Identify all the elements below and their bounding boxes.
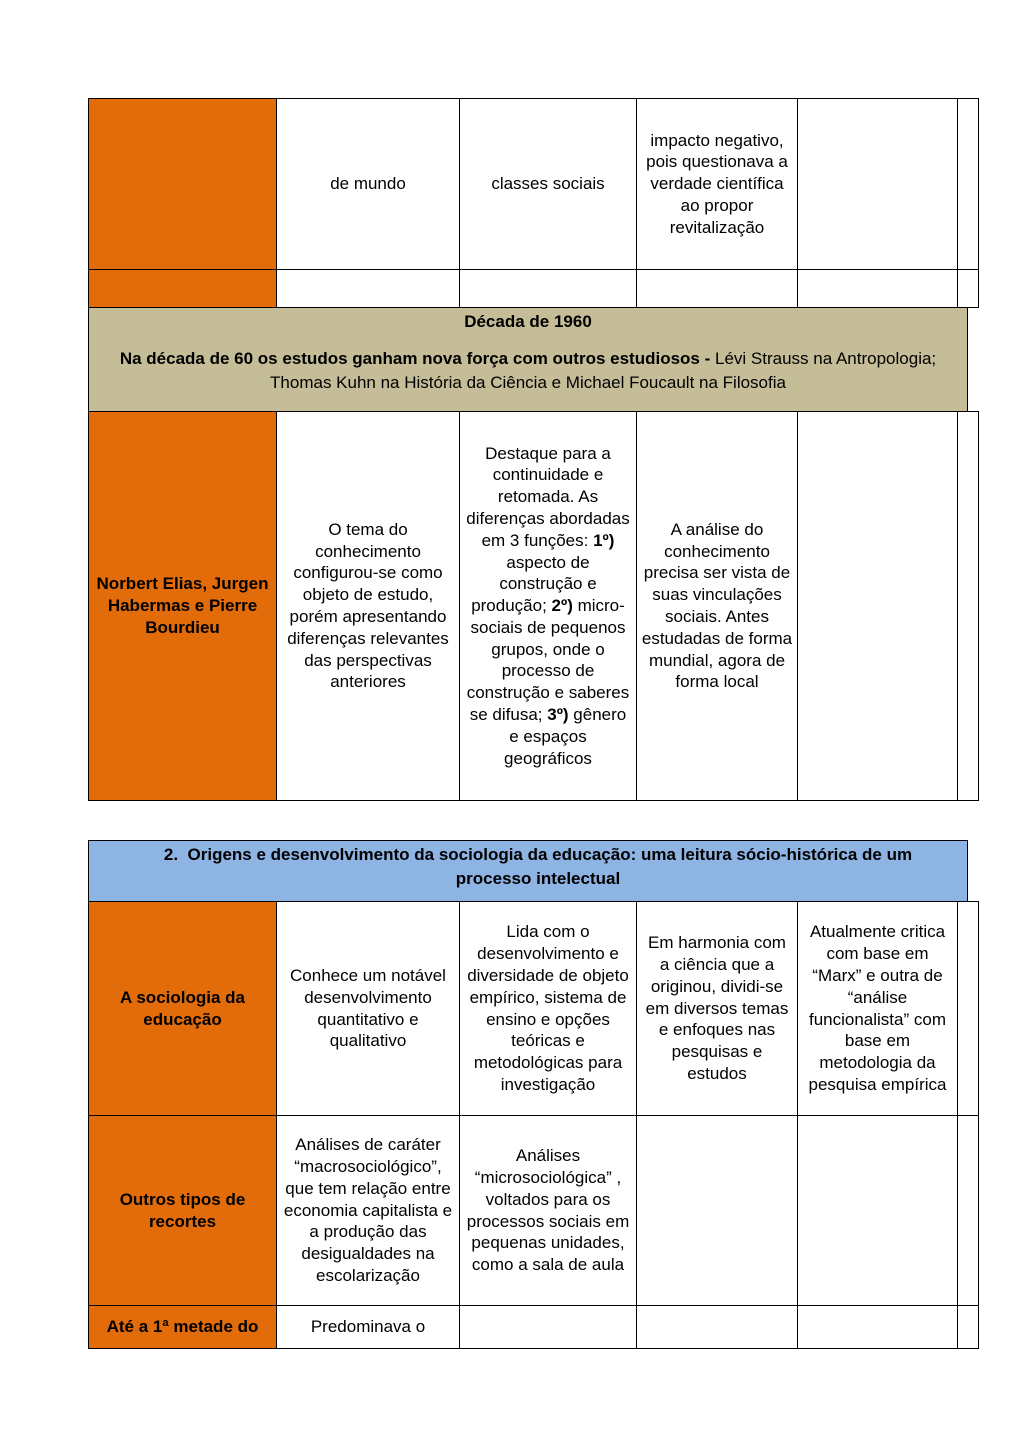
table-top — [88, 98, 979, 308]
cell-c2: Predominava o — [277, 1306, 460, 1349]
cell-c3: Destaque para a continuidade e retomada. As diferenças abordadas em 3 funções: 1º) aspecto de construção e produção; 2º) micro-sociais de pequenos grupos, onde o processo de construção e saberes se difusa; 3º) gênero e espaços geográficos — [460, 412, 637, 801]
cell-c5 — [798, 412, 958, 801]
cell-c2: de mundo — [277, 99, 460, 270]
cell-c6 — [958, 902, 979, 1116]
cell-c2: Conhece um notável desenvolvimento quantitativo e qualitativo — [277, 902, 460, 1116]
cell-c6 — [958, 99, 979, 270]
cell-c3: classes sociais — [460, 99, 637, 270]
cell-c6 — [958, 1306, 979, 1349]
cell-c6 — [958, 1116, 979, 1306]
section-title: Origens e desenvolvimento da sociologia da educação: uma leitura sócio-histórica de um processo intelectual — [187, 845, 913, 888]
section-number: 2. — [163, 845, 179, 864]
cell-c3 — [460, 1306, 637, 1349]
table-row — [89, 1306, 979, 1349]
topic-cell: Até a 1ª metade do — [89, 1306, 277, 1349]
decade-title: Década de 1960 — [464, 312, 592, 331]
table-row — [89, 270, 979, 308]
author-cell: Norbert Elias, Jurgen Habermas e Pierre Bourdieu — [89, 412, 277, 801]
cell-c4 — [637, 270, 798, 308]
table-bottom — [88, 901, 979, 1349]
decade-band — [88, 307, 968, 412]
decade-description: Na década de 60 os estudos ganham nova força com outros estudiosos - Lévi Strauss na Antropologia; Thomas Kuhn na História da Ciência e Michael Foucault na Filosofia — [119, 349, 937, 392]
cell-c5 — [798, 99, 958, 270]
cell-c2: Análises de caráter “macrosociológico”, que tem relação entre economia capitalista e a produção das desigualdades na escolarização — [277, 1116, 460, 1306]
cell-c5 — [798, 1116, 958, 1306]
cell-c4: Em harmonia com a ciência que a originou, dividi-se em diversos temas e enfoques nas pesquisas e estudos — [637, 902, 798, 1116]
cell-c6 — [958, 270, 979, 308]
cell-c5: Atualmente critica com base em “Marx” e outra de “análise funcionalista” com base em metodologia da pesquisa empírica — [798, 902, 958, 1116]
cell-c2: O tema do conhecimento configurou-se como objeto de estudo, porém apresentando diferenças relevantes das perspectivas anteriores — [277, 412, 460, 801]
topic-cell: A sociologia da educação — [89, 902, 277, 1116]
table-row — [89, 412, 979, 801]
cell-c6 — [958, 412, 979, 801]
author-cell — [89, 99, 277, 270]
section-2-heading — [88, 840, 968, 902]
table-row — [89, 99, 979, 270]
cell-c2 — [277, 270, 460, 308]
cell-c4: impacto negativo, pois questionava a verdade científica ao propor revitalização — [637, 99, 798, 270]
cell-c3 — [460, 270, 637, 308]
cell-c4: A análise do conhecimento precisa ser vista de suas vinculações sociais. Antes estudadas de forma mundial, agora de forma local — [637, 412, 798, 801]
topic-cell: Outros tipos de recortes — [89, 1116, 277, 1306]
cell-c5 — [798, 1306, 958, 1349]
cell-c5 — [798, 270, 958, 308]
author-cell — [89, 270, 277, 308]
cell-c3: Lida com o desenvolvimento e diversidade de objeto empírico, sistema de ensino e opções teóricas e metodológicas para investigação — [460, 902, 637, 1116]
cell-c3: Análises “microsociológica” , voltados para os processos sociais em pequenas unidades, como a sala de aula — [460, 1116, 637, 1306]
table-mid — [88, 411, 979, 801]
cell-c4 — [637, 1116, 798, 1306]
cell-c4 — [637, 1306, 798, 1349]
table-row — [89, 902, 979, 1116]
table-row — [89, 1116, 979, 1306]
